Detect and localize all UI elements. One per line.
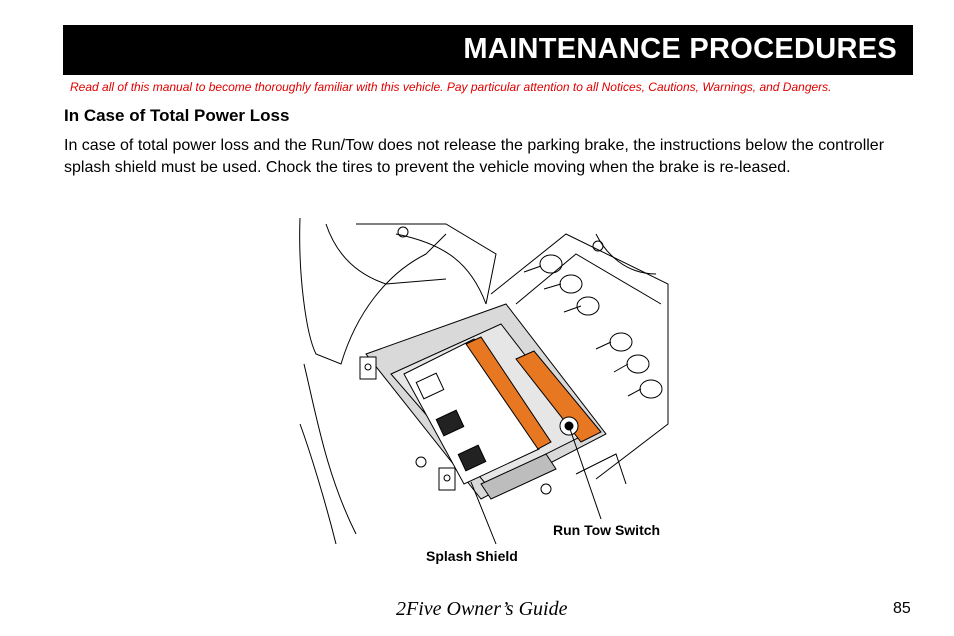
callout-run-tow-switch: Run Tow Switch: [553, 522, 661, 538]
controller-illustration: [296, 214, 672, 550]
callout-splash-shield: Splash Shield: [426, 548, 518, 564]
title-bar: [63, 25, 913, 75]
section-heading: In Case of Total Power Loss: [64, 106, 290, 125]
mounting-bracket: [360, 357, 376, 379]
page-number: 85: [893, 600, 911, 617]
battery-tray: [596, 234, 656, 274]
chassis-outline: [396, 234, 486, 304]
chassis-outline: [326, 224, 446, 284]
chassis-outline: [300, 424, 336, 544]
chassis-outline: [356, 224, 496, 304]
bolt: [541, 484, 551, 494]
section-body: In case of total power loss and the Run/Tow does not release the parking brake, the instructions below the controller splash shield must be used. Chock the tires to prevent the vehicle moving when the brake is re-leased.: [64, 137, 885, 176]
footer-guide-title: 2Five Owner’s Guide: [396, 598, 568, 620]
page-title: MAINTENANCE PROCEDURES: [463, 33, 897, 65]
battery-tray: [516, 254, 661, 304]
chassis-outline: [304, 364, 356, 534]
bolt: [416, 457, 426, 467]
mounting-bracket: [439, 468, 455, 490]
safety-notice: Read all of this manual to become thoroughly familiar with this vehicle. Pay particular attention to all Notices, Cautions, Warnings, and Dangers.: [70, 80, 832, 94]
